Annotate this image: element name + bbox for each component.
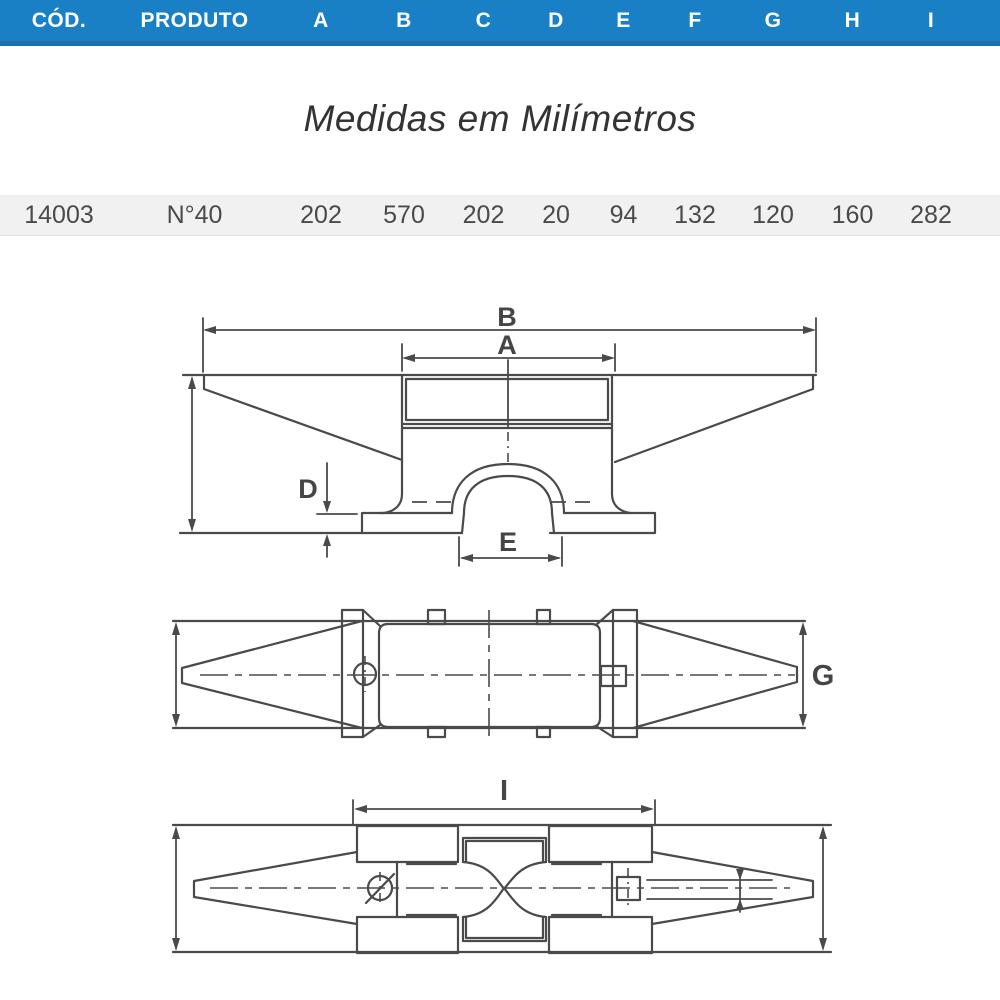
dimension-label-i: I [499, 775, 509, 807]
dimension-g [799, 622, 834, 727]
dimension-e [459, 527, 562, 566]
col-header-e: E [616, 8, 631, 32]
cell-b: 570 [383, 200, 425, 229]
cell-cod: 14003 [24, 200, 94, 229]
col-header-c: C [475, 8, 492, 32]
dimension-depth-bottom-left [172, 826, 180, 951]
arch-outer [452, 464, 564, 513]
hardy-projection-lines [647, 880, 772, 899]
dimension-label-g: G [811, 660, 835, 692]
foot-top-left [357, 826, 458, 862]
col-header-b: B [396, 8, 412, 32]
page-title: Medidas em Milímetros [303, 98, 697, 139]
anvil-technical-drawing [0, 250, 1000, 1000]
foot-bottom-left [357, 917, 458, 953]
spec-table-header [0, 0, 1000, 46]
waist-curves [463, 862, 546, 917]
top-view [172, 610, 834, 737]
front-view [180, 302, 816, 566]
face-plate-front [406, 379, 608, 420]
col-header-f: F [688, 8, 702, 32]
anvil-outline-top [173, 610, 805, 737]
cell-a: 202 [300, 200, 342, 229]
dimension-depth-bottom-right [819, 826, 827, 951]
cell-e: 94 [609, 200, 638, 229]
product-spec-row [0, 195, 1000, 236]
dimension-d [298, 463, 357, 557]
cell-d: 20 [542, 200, 570, 229]
anvil-outline-bottom [173, 825, 831, 953]
cell-g: 120 [752, 200, 794, 229]
cell-produto: N°40 [166, 200, 223, 229]
arch-inner [464, 476, 552, 513]
dimension-label-e: E [498, 527, 518, 557]
measurements-title-wrap [0, 98, 1000, 140]
foot-band-left-top [342, 610, 363, 737]
cell-h: 160 [831, 200, 874, 229]
col-header-a: A [313, 8, 329, 32]
cell-i: 282 [910, 200, 952, 229]
col-header-cod: CÓD. [31, 8, 87, 32]
cell-f: 132 [674, 200, 716, 229]
col-header-g: G [764, 8, 782, 32]
foot-top-right [549, 826, 652, 862]
col-header-h: H [844, 8, 861, 32]
foot-bottom-right [549, 917, 652, 953]
dimension-height [188, 376, 196, 532]
cell-c: 202 [462, 200, 505, 229]
dimension-hardy-width [736, 868, 744, 912]
bottom-view [172, 775, 831, 953]
dimension-i [353, 775, 655, 824]
anvil-outline-front [180, 360, 816, 533]
col-header-produto: PRODUTO [140, 8, 249, 32]
dimension-label-d: D [298, 474, 318, 504]
col-header-d: D [548, 8, 564, 32]
col-header-i: I [927, 8, 935, 32]
dimension-label-a: A [497, 330, 517, 360]
dimension-label-b: B [497, 302, 517, 332]
dimension-depth-left [172, 622, 180, 727]
